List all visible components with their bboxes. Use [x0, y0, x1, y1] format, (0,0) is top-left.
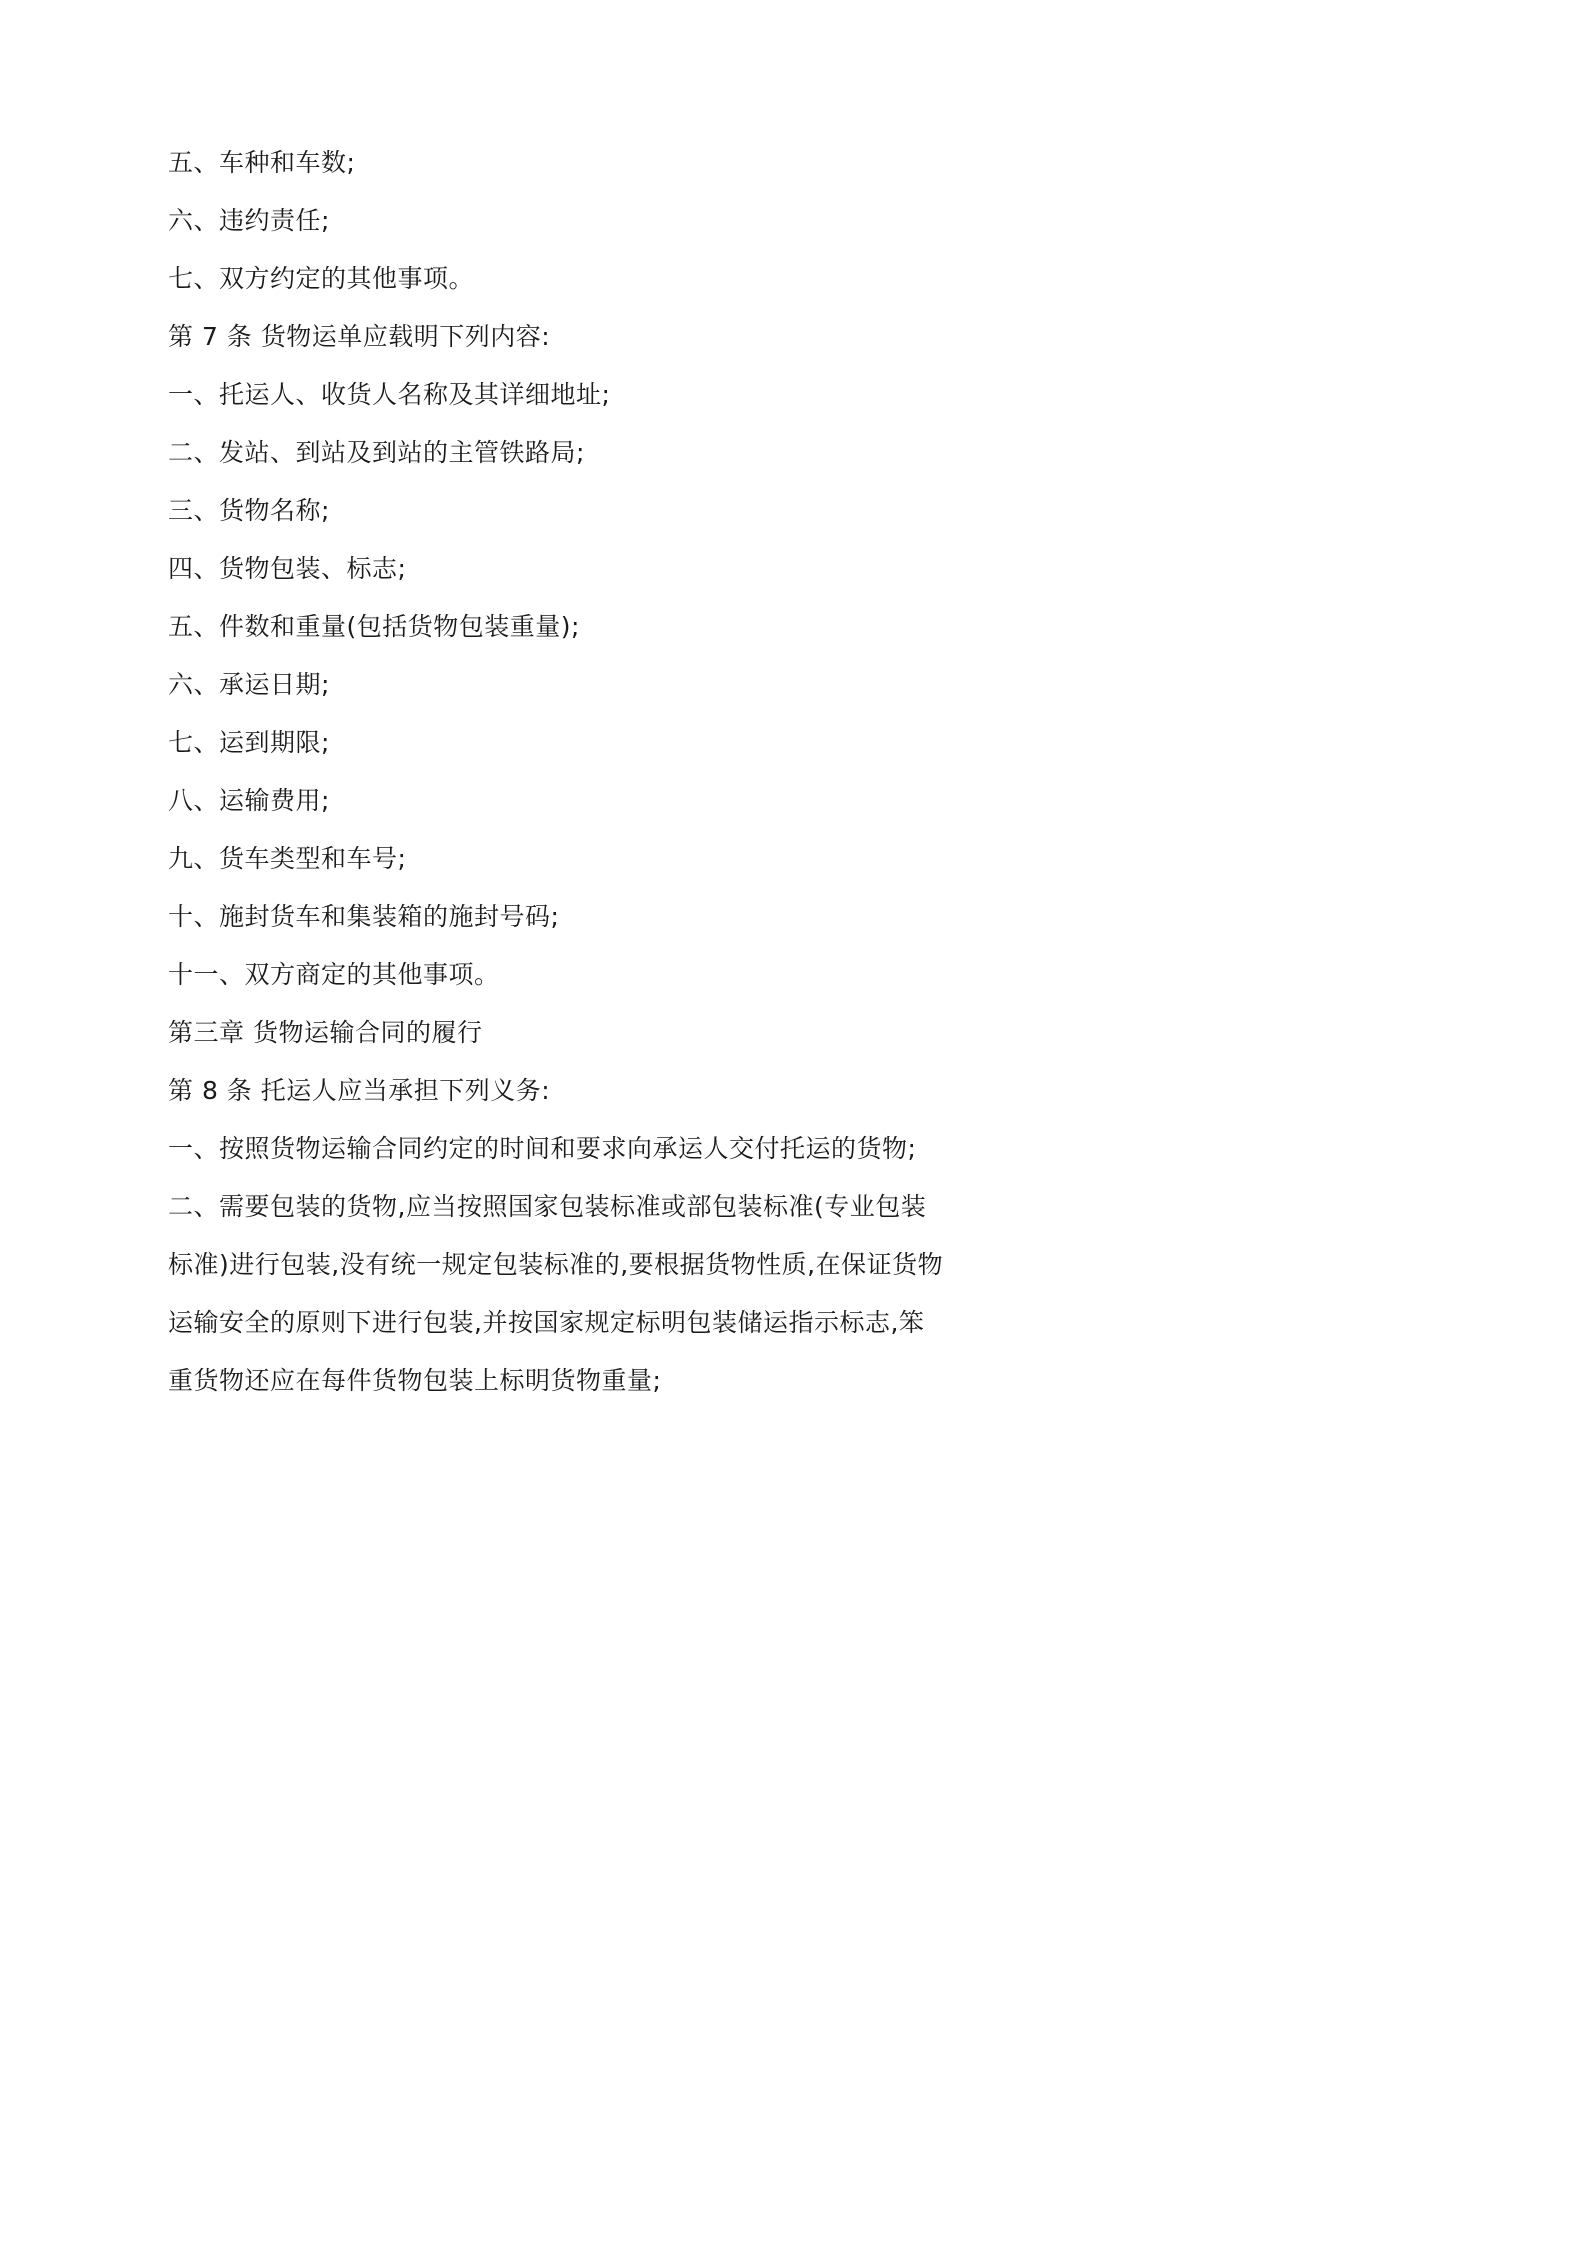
list-item: 五、车种和车数; [168, 148, 356, 177]
list-item: 九、货车类型和车号; [168, 844, 407, 873]
document-page [0, 0, 1104, 1562]
paragraph: 二、需要包装的货物,应当按照国家包装标准或部包装标准(专业包装标准)进行包装,没有统一规定包装标准的,要根据货物性质,在保证货物运输安全的原则下进行包装,并按国家规定标明包装储运指示标志,笨重货物还应在每件货物包装上标明货物重量; [168, 1192, 944, 1395]
list-item: 十、施封货车和集装箱的施封号码; [168, 902, 560, 931]
list-item: 八、运输费用; [168, 786, 330, 815]
list-item: 五、件数和重量(包括货物包装重量); [168, 612, 580, 641]
list-item: 十一、双方商定的其他事项。 [168, 960, 500, 989]
list-item: 四、货物包装、标志; [168, 554, 407, 583]
list-item: 七、运到期限; [168, 728, 330, 757]
list-item: 七、双方约定的其他事项。 [168, 264, 475, 293]
list-item: 六、承运日期; [168, 670, 330, 699]
list-item: 六、违约责任; [168, 206, 330, 235]
article-heading: 第 8 条 托运人应当承担下列义务: [168, 1076, 551, 1105]
list-item: 一、托运人、收货人名称及其详细地址; [168, 380, 611, 409]
list-item: 三、货物名称; [168, 496, 330, 525]
list-item: 一、按照货物运输合同约定的时间和要求向承运人交付托运的货物; [168, 1134, 917, 1163]
document-body [168, 134, 948, 1410]
chapter-heading: 第三章 货物运输合同的履行 [168, 1018, 483, 1047]
article-heading: 第 7 条 货物运单应载明下列内容: [168, 322, 551, 351]
list-item: 二、发站、到站及到站的主管铁路局; [168, 438, 585, 467]
